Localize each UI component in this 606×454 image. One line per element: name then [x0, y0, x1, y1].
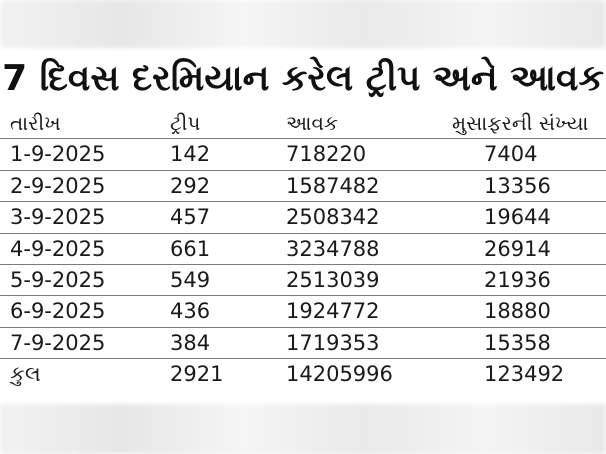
cell-total-trips: 2921 — [170, 362, 224, 387]
table-total-row — [0, 359, 606, 390]
cell-total-label: કુલ — [10, 362, 41, 387]
table-header-row — [0, 108, 606, 139]
cell-trips: 436 — [170, 299, 211, 324]
page-title: 7 દિવસ દરમિયાન કરેલ ટ્રીપ અને આવક — [2, 58, 604, 99]
cell-passengers: 13356 — [484, 173, 551, 198]
cell-date: 3-9-2025 — [10, 205, 106, 230]
table-row — [0, 202, 606, 233]
data-table — [0, 108, 606, 391]
table-row — [0, 234, 606, 265]
cell-trips: 457 — [170, 205, 211, 230]
cell-passengers: 19644 — [484, 205, 551, 230]
cell-trips: 549 — [170, 267, 211, 292]
cell-total-revenue: 14205996 — [286, 362, 393, 387]
blurred-background-bottom — [0, 404, 606, 454]
table-row — [0, 296, 606, 327]
cell-date: 1-9-2025 — [10, 142, 106, 167]
cell-date: 7-9-2025 — [10, 330, 106, 355]
table-row — [0, 139, 606, 170]
cell-revenue: 1924772 — [286, 299, 380, 324]
cell-passengers: 21936 — [484, 267, 551, 292]
cell-passengers: 7404 — [484, 142, 538, 167]
cell-revenue: 2513039 — [286, 267, 380, 292]
cell-revenue: 718220 — [286, 142, 367, 167]
table-row — [0, 171, 606, 202]
column-header-trips: ટ્રીપ — [170, 111, 201, 135]
cell-total-passengers: 123492 — [484, 362, 565, 387]
cell-passengers: 15358 — [484, 330, 551, 355]
cell-revenue: 1587482 — [286, 173, 380, 198]
column-header-date: તારીખ — [10, 111, 61, 135]
table-row — [0, 265, 606, 296]
cell-revenue: 3234788 — [286, 236, 380, 261]
cell-trips: 292 — [170, 173, 211, 198]
cell-trips: 142 — [170, 142, 211, 167]
cell-date: 2-9-2025 — [10, 173, 106, 198]
cell-trips: 384 — [170, 330, 211, 355]
blurred-background-top — [0, 0, 606, 48]
cell-revenue: 2508342 — [286, 205, 380, 230]
column-header-revenue: આવક — [286, 111, 339, 135]
column-header-passengers: મુસાફરની સંખ્યા — [452, 111, 589, 135]
cell-date: 5-9-2025 — [10, 267, 106, 292]
cell-passengers: 18880 — [484, 299, 551, 324]
cell-trips: 661 — [170, 236, 211, 261]
cell-date: 4-9-2025 — [10, 236, 106, 261]
cell-date: 6-9-2025 — [10, 299, 106, 324]
cell-revenue: 1719353 — [286, 330, 380, 355]
cell-passengers: 26914 — [484, 236, 551, 261]
table-row — [0, 328, 606, 359]
